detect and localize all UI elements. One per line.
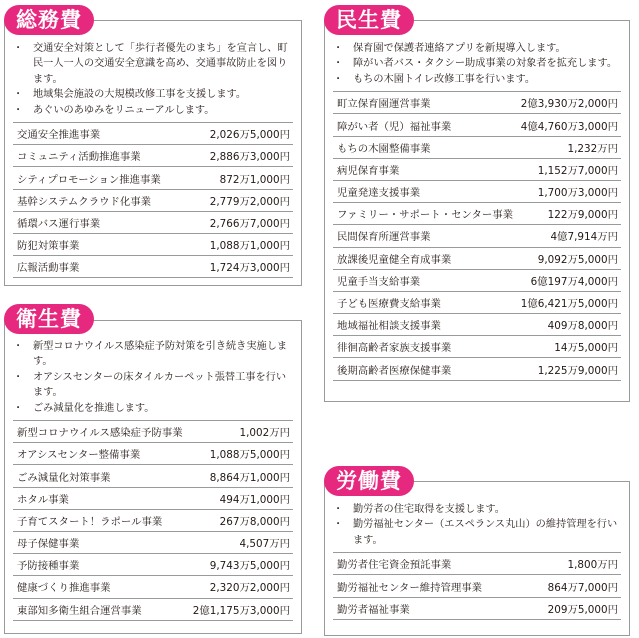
panel-eiseihi [4, 320, 302, 634]
item-name: 防犯対策事業 [17, 240, 80, 253]
table-row [13, 421, 293, 443]
item-amount: 494万1,000円 [219, 493, 290, 506]
item-amount: 2,026万5,000円 [209, 129, 290, 142]
section-title-eiseihi: 衛生費 [4, 304, 94, 334]
item-name: 町立保育園運営事業 [337, 98, 431, 111]
table-row [13, 123, 293, 145]
table-row [333, 358, 621, 380]
table-row [333, 575, 621, 597]
table-row [333, 270, 621, 292]
item-amount: 2,320万2,000円 [209, 582, 290, 595]
item-name: ごみ減量化対策事業 [17, 471, 111, 484]
item-amount: 1,232万円 [567, 142, 618, 155]
item-amount: 1,152万7,000円 [537, 164, 618, 177]
item-name: 循環バス運行事業 [17, 217, 101, 230]
item-name: 勤労者住宅資金預託事業 [337, 559, 452, 572]
item-name: 新型コロナウイルス感染症予防事業 [17, 427, 183, 440]
item-name: 放課後児童健全育成事業 [337, 253, 452, 266]
table-row [333, 598, 621, 620]
item-name: 子ども医療費支給事業 [337, 298, 441, 310]
table-row [333, 314, 621, 336]
item-table [333, 552, 621, 620]
item-amount: 9,743万5,000円 [209, 560, 290, 573]
bullet-item: ・ 地域集会施設の大規模改修工事を支援します。 [13, 87, 293, 102]
item-table [333, 91, 621, 380]
table-row [333, 137, 621, 159]
item-amount: 14万5,000円 [554, 342, 618, 355]
item-name: 広報活動事業 [17, 262, 80, 275]
panel-somuhi [4, 20, 302, 286]
item-amount: 209万5,000円 [547, 603, 618, 616]
table-row [13, 145, 293, 167]
panel-rodohi [324, 481, 630, 636]
table-row [333, 336, 621, 358]
item-amount: 1億6,421万5,000円 [520, 298, 618, 310]
item-name: 病児保育事業 [337, 164, 400, 177]
table-row [13, 234, 293, 256]
table-row [333, 553, 621, 575]
item-name: もちの木園整備事業 [337, 142, 431, 155]
item-name: ファミリー・サポート・センター事業 [337, 209, 514, 222]
bullet-item: ・ 障がい者バス・タクシー助成事業の対象者を拡充します。 [333, 56, 621, 71]
item-name: 児童手当支給事業 [337, 275, 421, 288]
panel-minseihi [324, 20, 630, 402]
table-row [333, 159, 621, 181]
bullet-list [13, 339, 293, 416]
item-table [13, 420, 293, 621]
item-amount: 2億1,175万3,000円 [192, 604, 290, 617]
item-name: 母子保健事業 [17, 538, 80, 551]
item-name: 障がい者（児）福祉事業 [337, 120, 452, 133]
item-name: 勤労福祉センター維持管理事業 [337, 581, 483, 594]
item-amount: 1,002万円 [239, 427, 290, 440]
item-amount: 6億197万4,000円 [530, 275, 618, 288]
item-amount: 2,766万7,000円 [209, 217, 290, 230]
item-amount: 864万7,000円 [547, 581, 618, 594]
table-row [13, 443, 293, 465]
item-amount: 4,507万円 [239, 538, 290, 551]
table-row [13, 554, 293, 576]
table-row [333, 114, 621, 136]
bullet-item: ・ もちの木園トイレ改修工事を行います。 [333, 72, 621, 87]
bullet-list [13, 41, 293, 118]
bullet-item: ・ 交通安全対策として「歩行者優先のまち」を宣言し、町民一人一人の交通安全意識を高め、交通事故防止を図ります。 [13, 41, 293, 87]
bullet-item: ・ ごみ減量化を推進します。 [13, 401, 293, 416]
bullet-item: ・ あぐいのあゆみをリニューアルします。 [13, 103, 293, 118]
item-name: 予防接種事業 [17, 560, 80, 573]
item-amount: 872万1,000円 [219, 173, 290, 186]
bullet-item: ・ 保育園で保護者連絡アプリを新規導入します。 [333, 41, 621, 56]
item-name: シティプロモーション推進事業 [17, 173, 161, 186]
item-name: コミュニティ活動推進事業 [17, 151, 141, 164]
item-name: オアシスセンター整備事業 [17, 449, 141, 462]
table-row [13, 488, 293, 510]
table-row [333, 203, 621, 225]
item-name: 地域福祉相談支援事業 [337, 320, 441, 333]
item-amount: 4億4,760万3,000円 [520, 120, 618, 133]
item-name: 基幹システムクラウド化事業 [17, 195, 152, 208]
item-amount: 1,088万1,000円 [209, 240, 290, 253]
bullet-item: ・ 勤労者の住宅取得を支援します。 [333, 502, 621, 517]
item-amount: 122万9,000円 [547, 209, 618, 222]
bullet-item: ・ 勤労福祉センター（エスペランス丸山）の維持管理を行います。 [333, 517, 621, 548]
table-row [13, 256, 293, 278]
item-name: 民間保育所運営事業 [337, 231, 431, 244]
item-name: 後期高齢者医療保健事業 [337, 364, 452, 377]
table-row [333, 248, 621, 270]
item-table [13, 122, 293, 278]
item-amount: 9,092万5,000円 [537, 253, 618, 266]
item-name: ホタル事業 [17, 493, 69, 506]
item-amount: 2億3,930万2,000円 [520, 98, 618, 111]
bullet-item: ・ オアシスセンターの床タイルカーペット張替工事を行います。 [13, 370, 293, 401]
table-row [13, 167, 293, 189]
item-amount: 2,779万2,000円 [209, 195, 290, 208]
item-name: 勤労者福祉事業 [337, 603, 410, 616]
item-name: 児童発達支援事業 [337, 187, 421, 200]
item-amount: 4億7,914万円 [550, 231, 618, 244]
item-amount: 2,886万3,000円 [209, 151, 290, 164]
item-name: 交通安全推進事業 [17, 129, 101, 142]
item-amount: 8,864万1,000円 [209, 471, 290, 484]
table-row [13, 599, 293, 621]
table-row [13, 532, 293, 554]
item-amount: 1,724万3,000円 [209, 262, 290, 275]
table-row [13, 576, 293, 598]
item-amount: 1,088万5,000円 [209, 449, 290, 462]
section-title-rodohi: 労働費 [324, 466, 414, 496]
item-name: 徘徊高齢者家族支援事業 [337, 342, 452, 355]
item-name: 東部知多衛生組合運営事業 [17, 604, 142, 617]
table-row [333, 92, 621, 114]
table-row [333, 225, 621, 247]
item-amount: 409万8,000円 [547, 320, 618, 333]
bullet-list [333, 41, 621, 87]
table-row [13, 212, 293, 234]
item-name: 健康づくり推進事業 [17, 582, 111, 595]
item-amount: 267万8,000円 [219, 515, 290, 528]
bullet-item: ・ 新型コロナウイルス感染症予防対策を引き続き実施します。 [13, 339, 293, 370]
item-amount: 1,225万9,000円 [537, 364, 618, 377]
bullet-list [333, 502, 621, 548]
table-row [13, 510, 293, 532]
table-row [13, 465, 293, 487]
section-title-minseihi: 民生費 [324, 5, 414, 35]
table-row [13, 190, 293, 212]
section-title-somuhi: 総務費 [4, 5, 94, 35]
item-name: 子育てスタート！ラポール事業 [17, 515, 163, 528]
item-amount: 1,800万円 [567, 559, 618, 572]
table-row [333, 292, 621, 314]
table-row [333, 181, 621, 203]
item-amount: 1,700万3,000円 [537, 187, 618, 200]
